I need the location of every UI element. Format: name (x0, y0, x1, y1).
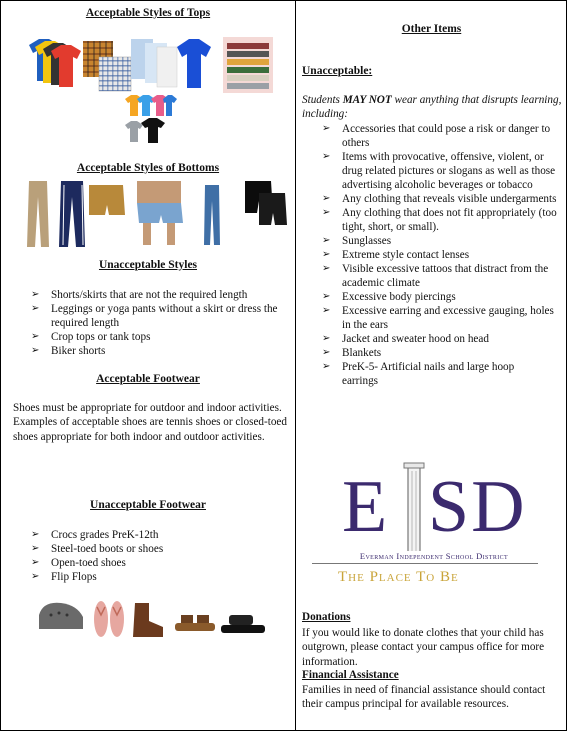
tops-heading: Acceptable Styles of Tops (85, 7, 211, 19)
khaki-shorts-icon (89, 185, 125, 215)
work-boot-icon (133, 603, 163, 637)
list-item: ➢ Crocs grades PreK-12th (31, 528, 291, 542)
logo-letters-sd: SD (428, 466, 527, 548)
list-item: ➢ Leggings or yoga pants without a skirt or dress the required length (31, 302, 291, 330)
intro-prefix: Students (302, 94, 343, 106)
bottoms-heading: Acceptable Styles of Bottoms (76, 162, 220, 174)
other-items-heading: Other Items (401, 23, 462, 35)
crocs-icon (39, 603, 83, 629)
left-column (1, 1, 295, 730)
logo-tagline: The Place To Be (338, 569, 459, 585)
slide-sandal-icon (221, 615, 265, 633)
unacceptable-footwear-list (31, 528, 291, 584)
list-item: ➢ Excessive body piercings (322, 290, 562, 304)
list-item: ➢ Any clothing that reveals visible undergarments (322, 192, 562, 206)
unacceptable-label: Unacceptable: (302, 65, 373, 77)
financial-assistance-text: Families in need of financial assistance should contact their campus principal for available resources. (302, 684, 546, 711)
list-item: ➢ Any clothing that does not fit appropriately (too tight, short, or small). (322, 206, 562, 234)
other-items-list (322, 122, 562, 388)
list-item: ➢ Visible excessive tattoos that distract from the academic climate (322, 262, 562, 290)
unacceptable-styles-heading: Unacceptable Styles (98, 259, 198, 271)
tshirts-images (123, 93, 179, 147)
list-item: ➢ Steel-toed boots or shoes (31, 542, 291, 556)
list-item: ➢ Excessive earring and excessive gauging, holes in the ears (322, 304, 562, 332)
khaki-pants-icon (27, 181, 49, 247)
right-column (296, 1, 567, 730)
donations-text: If you would like to donate clothes that your child has outgrown, please contact your campus office for more information. (302, 627, 545, 668)
bottoms-images (25, 179, 293, 249)
list-item: ➢ PreK-5- Artificial nails and large hoop earrings (322, 360, 532, 388)
list-item: ➢ Biker shorts (31, 344, 291, 358)
list-item: ➢ Sunglasses (322, 234, 562, 248)
list-item: ➢ Open-toed shoes (31, 556, 291, 570)
esd-logo (312, 461, 552, 601)
plaid-shirts-icon (83, 41, 131, 91)
logo-divider (312, 563, 538, 564)
intro-suffix: wear anything that disrupts learning, including: (302, 94, 562, 121)
logo-district-name: Everman Independent School District (334, 551, 534, 561)
list-item: ➢ Jacket and sweater hood on head (322, 332, 562, 346)
jean-shorts-icon (137, 181, 183, 245)
black-shorts-icon (245, 181, 287, 225)
tops-images (27, 35, 275, 95)
list-item: ➢ Crop tops or tank tops (31, 330, 291, 344)
donations-heading: Donations (302, 611, 351, 623)
logo-letter-e: E (342, 466, 390, 548)
flip-flops-icon (94, 601, 124, 637)
sandal-icon (175, 615, 215, 631)
folded-shirts-icon (223, 37, 273, 93)
unacceptable-footwear-heading: Unacceptable Footwear (90, 499, 206, 511)
tshirt-icon (125, 95, 177, 143)
acceptable-footwear-heading: Acceptable Footwear (96, 373, 200, 385)
polo-shirts-stack-icon (29, 39, 81, 87)
unacceptable-styles-list (31, 288, 291, 358)
skinny-jeans-icon (204, 185, 220, 245)
list-item: ➢ Blankets (322, 346, 562, 360)
track-pants-icon (59, 181, 85, 247)
footwear-paragraph: Shoes must be appropriate for outdoor and indoor activities. Examples of acceptable shoes are tennis shoes or closed-toed shoes appropriate for both indoor and outdoor activities. (13, 402, 287, 443)
financial-assistance-heading: Financial Assistance (302, 669, 399, 681)
list-item: ➢ Accessories that could pose a risk or danger to others (322, 122, 562, 150)
list-item: ➢ Items with provocative, offensive, violent, or drug related pictures or slogans as well as those advertising alcoholic beverages or tobacco (322, 150, 562, 192)
blue-polo-icon (177, 39, 211, 88)
intro-text (302, 93, 564, 122)
dress-shirts-icon (131, 39, 177, 87)
footwear-images (35, 597, 267, 641)
intro-emphasis: MAY NOT (342, 94, 392, 106)
list-item: ➢ Flip Flops (31, 570, 291, 584)
list-item: ➢ Extreme style contact lenses (322, 248, 562, 262)
list-item: ➢ Shorts/skirts that are not the required length (31, 288, 291, 302)
